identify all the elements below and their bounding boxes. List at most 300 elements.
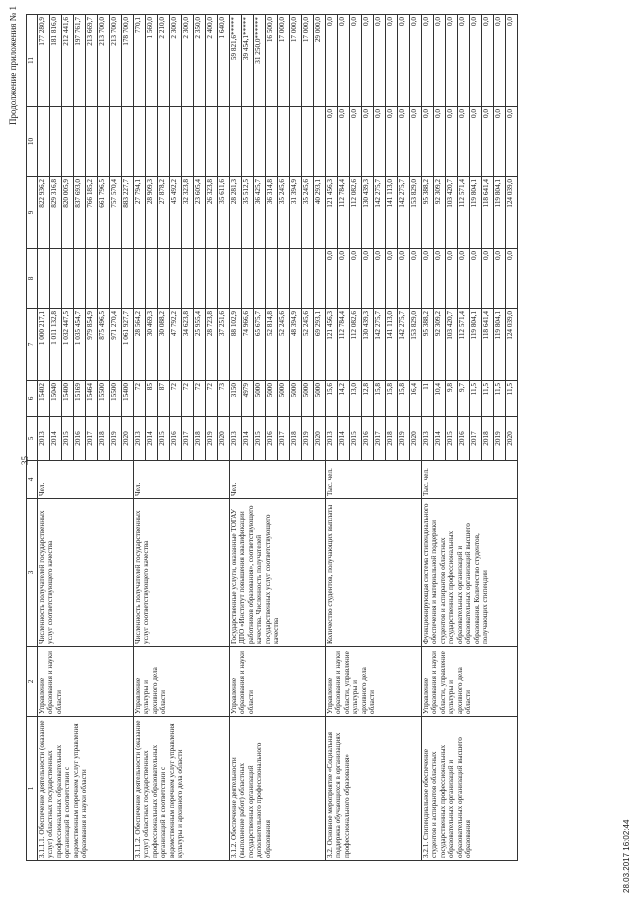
table-cell: 16 500,0 [266, 15, 278, 107]
table-cell: 15464 [86, 381, 98, 417]
table-cell: 27 878,2 [158, 177, 170, 249]
table-cell: 883 227,7 [122, 177, 134, 249]
table-cell: 40 293,1 [314, 177, 326, 249]
table-cell: 0,0 [386, 107, 398, 177]
column-number-9: 9 [27, 177, 38, 249]
table-cell: 2016 [170, 417, 182, 461]
table-cell: 1 640,0 [218, 15, 230, 107]
table-cell: 0,0 [470, 15, 482, 107]
table-cell: 181 816,0 [50, 15, 62, 107]
table-cell: 177 280,9 [38, 15, 50, 107]
table-cell: 2020 [218, 417, 230, 461]
table-cell: 121 456,3 [326, 309, 338, 381]
table-row [326, 15, 338, 861]
table-cell: 142 275,7 [398, 309, 410, 381]
table-cell: 112 784,4 [338, 309, 350, 381]
table-cell: 757 570,4 [110, 177, 122, 249]
table-cell: 0,0 [410, 249, 422, 309]
table-cell: 2014 [146, 417, 158, 461]
table-cell: 130 439,3 [362, 309, 374, 381]
table-cell: 0,0 [338, 249, 350, 309]
table-cell: 2018 [482, 417, 494, 461]
table-cell: 10,4 [434, 381, 446, 417]
column-number-4: 4 [27, 461, 38, 499]
table-cell: 2016 [362, 417, 374, 461]
table-cell: 119 804,1 [494, 177, 506, 249]
table-cell: 2017 [182, 417, 194, 461]
table-cell: 28 909,3 [146, 177, 158, 249]
table-cell [230, 107, 242, 177]
table-cell: 118 641,4 [482, 177, 494, 249]
table-cell: 0,0 [422, 15, 434, 107]
table-cell [134, 107, 146, 177]
table-cell: 2016 [74, 417, 86, 461]
table-cell: 2020 [122, 417, 134, 461]
table-cell: 23 605,4 [194, 177, 206, 249]
table-cell: 0,0 [446, 107, 458, 177]
table-row [134, 15, 146, 861]
table-cell: 142 275,7 [398, 177, 410, 249]
table-cell [218, 107, 230, 177]
table-cell [146, 107, 158, 177]
measure-c4: Тыс. чел. [326, 461, 422, 499]
table-cell: 979 854,9 [86, 309, 98, 381]
table-cell [254, 249, 266, 309]
table-cell: 15,8 [374, 381, 386, 417]
table-cell: 2015 [62, 417, 74, 461]
measure-c2: Управление культуры и архивного дела области [134, 647, 230, 717]
page-number: 35 [20, 456, 30, 465]
table-cell: 15,8 [398, 381, 410, 417]
table-cell [290, 107, 302, 177]
table-cell: 15040 [50, 381, 62, 417]
table-cell: 16,4 [410, 381, 422, 417]
table-cell: 142 275,7 [374, 177, 386, 249]
table-cell: 971 270,4 [110, 309, 122, 381]
table-cell: 0,0 [446, 249, 458, 309]
table-cell: 0,0 [338, 15, 350, 107]
measure-c3: Функционирующая система стипендиального обеспечения и материальной поддержки студентов и аспирантов областных государственных профессиональных образовательных организаций и образовательных организаций высшего образования. Количество студентов, получающих стипендии [422, 499, 518, 647]
table-cell: 0,0 [494, 107, 506, 177]
table-cell: 1 000 217,1 [38, 309, 50, 381]
table-cell: 0,0 [434, 107, 446, 177]
table-cell: 72 [182, 381, 194, 417]
measure-c2: Управление образования и науки области [230, 647, 326, 717]
table-cell [278, 107, 290, 177]
table-cell: 2019 [494, 417, 506, 461]
table-cell [50, 249, 62, 309]
table-cell: 2018 [98, 417, 110, 461]
measure-c4: Чел. [230, 461, 326, 499]
measure-c1: 3.2. Основное мероприятие «Социальная поддержка обучающихся в организациях профессионального образования» [326, 717, 422, 861]
table-cell [74, 249, 86, 309]
table-cell: 2020 [506, 417, 518, 461]
table-cell: 1 032 447,5 [62, 309, 74, 381]
table-cell: 124 039,0 [506, 309, 518, 381]
column-number-2: 2 [27, 647, 38, 717]
table-cell: 153 829,0 [410, 309, 422, 381]
table-cell: 35 512,5 [242, 177, 254, 249]
table-cell: 34 623,8 [182, 309, 194, 381]
print-timestamp: 28.03.2017 16:02:44 [622, 819, 631, 893]
table-cell: 2015 [254, 417, 266, 461]
table-cell: 119 804,1 [470, 177, 482, 249]
table-cell [314, 107, 326, 177]
table-cell [110, 107, 122, 177]
table-cell: 92 309,2 [434, 309, 446, 381]
table-cell: 0,0 [362, 15, 374, 107]
table-cell: 0,0 [410, 15, 422, 107]
table-cell: 5000 [278, 381, 290, 417]
table-cell: 74 966,6 [242, 309, 254, 381]
table-cell [218, 249, 230, 309]
table-cell: 48 394,9 [290, 309, 302, 381]
table-cell: 0,0 [374, 249, 386, 309]
table-cell [194, 107, 206, 177]
table-cell: 92 309,2 [434, 177, 446, 249]
table-cell [206, 107, 218, 177]
table-cell [278, 249, 290, 309]
table-cell: 2 300,0 [182, 15, 194, 107]
table-cell: 2020 [314, 417, 326, 461]
table-cell: 2015 [158, 417, 170, 461]
table-cell: 0,0 [398, 249, 410, 309]
table-cell: 69 293,1 [314, 309, 326, 381]
table-cell: 0,0 [362, 107, 374, 177]
measure-c3: Количество студентов, получающих выплаты [326, 499, 422, 647]
table-cell: 2 350,0 [194, 15, 206, 107]
table-cell: 2016 [266, 417, 278, 461]
table-cell: 0,0 [350, 15, 362, 107]
table-cell: 0,0 [470, 249, 482, 309]
table-cell: 0,0 [362, 249, 374, 309]
table-cell: 2015 [350, 417, 362, 461]
table-cell: 95 388,2 [422, 177, 434, 249]
table-cell: 1 011 132,8 [50, 309, 62, 381]
table-cell: 770,1 [134, 15, 146, 107]
table-cell [110, 249, 122, 309]
table-cell: 0,0 [506, 15, 518, 107]
column-number-7: 7 [27, 309, 38, 381]
column-number-6: 6 [27, 381, 38, 417]
table-cell: 0,0 [326, 15, 338, 107]
table-cell: 2018 [194, 417, 206, 461]
table-cell: 5000 [266, 381, 278, 417]
table-cell [146, 249, 158, 309]
table-cell: 11,5 [506, 381, 518, 417]
table-cell: 0,0 [374, 15, 386, 107]
table-cell: 37 251,6 [218, 309, 230, 381]
table-cell: 2 210,0 [158, 15, 170, 107]
table-cell: 2014 [50, 417, 62, 461]
table-cell: 2017 [470, 417, 482, 461]
table-cell: 72 [206, 381, 218, 417]
table-cell: 65 675,7 [254, 309, 266, 381]
table-cell: 0,0 [350, 107, 362, 177]
table-cell: 52 245,6 [278, 309, 290, 381]
table-cell: 837 693,0 [74, 177, 86, 249]
table-cell: 52 814,8 [266, 309, 278, 381]
table-cell [158, 249, 170, 309]
appendix-heading: Продолжение приложения № 1 [8, 5, 18, 125]
measure-c1: 3.1.2. Обеспечение деятельности (выполнение работ) областных государственных организаций дополнительного профессионального образования [230, 717, 326, 861]
table-cell: 124 039,0 [506, 177, 518, 249]
column-number-row [27, 15, 38, 861]
table-cell: 31 394,9 [290, 177, 302, 249]
table-cell [266, 249, 278, 309]
table-cell: 15400 [62, 381, 74, 417]
table-cell: 2018 [290, 417, 302, 461]
table-cell: 0,0 [482, 249, 494, 309]
table-cell: 2014 [434, 417, 446, 461]
table-cell: 121 456,3 [326, 177, 338, 249]
table-cell: 141 113,0 [386, 309, 398, 381]
table-cell: 17 000,0 [278, 15, 290, 107]
table-cell: 15169 [74, 381, 86, 417]
measure-c4: Чел. [134, 461, 230, 499]
table-cell: 28 564,2 [134, 309, 146, 381]
table-cell: 17 000,0 [290, 15, 302, 107]
table-cell: 0,0 [494, 249, 506, 309]
measure-c2: Управление образования и науки области, управление культуры и архивного дела области [422, 647, 518, 717]
table-cell [122, 107, 134, 177]
table-cell: 130 439,3 [362, 177, 374, 249]
table-cell: 15400 [122, 381, 134, 417]
table-row [230, 15, 242, 861]
table-cell: 0,0 [386, 15, 398, 107]
table-cell [302, 107, 314, 177]
measure-c4: Чел. [38, 461, 134, 499]
table-cell: 1 035 454,7 [74, 309, 86, 381]
measure-c2: Управление образования и науки области, управление культуры и архивного дела области [326, 647, 422, 717]
table-cell: 25 955,4 [194, 309, 206, 381]
table-cell: 875 496,5 [98, 309, 110, 381]
table-cell: 1 560,0 [146, 15, 158, 107]
table-cell: 212 441,6 [62, 15, 74, 107]
table-cell: 2017 [374, 417, 386, 461]
table-cell: 0,0 [458, 107, 470, 177]
table-cell [170, 249, 182, 309]
table-cell: 2017 [86, 417, 98, 461]
table-cell: 112 571,4 [458, 309, 470, 381]
table-cell: 2013 [230, 417, 242, 461]
table-cell [254, 107, 266, 177]
table-cell: 112 082,6 [350, 177, 362, 249]
measure-c2: Управление образования и науки области [38, 647, 134, 717]
table-cell: 0,0 [374, 107, 386, 177]
table-cell: 2014 [242, 417, 254, 461]
table-cell: 0,0 [398, 15, 410, 107]
table-row [38, 15, 50, 861]
table-cell [86, 249, 98, 309]
measure-c3: Численность получателей государственных услуг соответствующего качества [134, 499, 230, 647]
table-cell: 5000 [290, 381, 302, 417]
table-cell: 2013 [326, 417, 338, 461]
table-cell: 0,0 [446, 15, 458, 107]
table-cell: 11,5 [470, 381, 482, 417]
table-cell: 3150 [230, 381, 242, 417]
table-cell: 103 420,7 [446, 177, 458, 249]
table-cell: 5000 [254, 381, 266, 417]
table-cell: 32 323,8 [182, 177, 194, 249]
table-cell [50, 107, 62, 177]
table-cell: 26 323,8 [206, 177, 218, 249]
table-cell: 0,0 [482, 15, 494, 107]
column-number-10: 10 [27, 107, 38, 177]
table-cell: 35 245,6 [302, 177, 314, 249]
table-cell: 0,0 [470, 107, 482, 177]
table-cell [158, 107, 170, 177]
table-cell: 197 761,7 [74, 15, 86, 107]
table-cell: 142 275,7 [374, 309, 386, 381]
table-cell: 112 571,4 [458, 177, 470, 249]
table-cell: 2017 [278, 417, 290, 461]
table-cell: 11,5 [482, 381, 494, 417]
table-cell: 0,0 [434, 15, 446, 107]
table-cell: 36 425,7 [254, 177, 266, 249]
table-cell: 31 250,0****** [254, 15, 266, 107]
table-cell: 52 245,6 [302, 309, 314, 381]
table-cell [62, 107, 74, 177]
table-cell: 0,0 [434, 249, 446, 309]
table-cell: 17 000,0 [302, 15, 314, 107]
table-cell [302, 249, 314, 309]
table-cell: 2016 [458, 417, 470, 461]
table-cell: 73 [218, 381, 230, 417]
table-cell: 47 792,2 [170, 309, 182, 381]
table-cell: 9,7 [458, 381, 470, 417]
table-cell: 88 102,9 [230, 309, 242, 381]
table-cell: 0,0 [482, 107, 494, 177]
table-cell [98, 107, 110, 177]
table-cell: 2018 [386, 417, 398, 461]
column-number-1: 1 [27, 717, 38, 861]
table-cell: 0,0 [458, 15, 470, 107]
table-cell: 72 [170, 381, 182, 417]
table-cell [230, 249, 242, 309]
table-cell: 35 245,6 [278, 177, 290, 249]
table-cell: 1 061 927,7 [122, 309, 134, 381]
table-cell: 39 454,1***** [242, 15, 254, 107]
table-cell: 2013 [134, 417, 146, 461]
column-number-11: 11 [27, 15, 38, 107]
table-cell: 4979 [242, 381, 254, 417]
table-cell: 213 700,0 [110, 15, 122, 107]
table-cell: 2014 [338, 417, 350, 461]
table-cell: 29 000,0 [314, 15, 326, 107]
table-cell: 0,0 [506, 107, 518, 177]
table-cell: 0,0 [410, 107, 422, 177]
table-cell: 28 281,3 [230, 177, 242, 249]
table-cell: 5000 [302, 381, 314, 417]
table-cell [242, 249, 254, 309]
table-cell [122, 249, 134, 309]
table-cell: 0,0 [494, 15, 506, 107]
table-cell [182, 107, 194, 177]
table-cell [38, 249, 50, 309]
table-cell: 103 420,7 [446, 309, 458, 381]
table-cell: 11 [422, 381, 434, 417]
table-cell: 72 [194, 381, 206, 417]
table-cell: 0,0 [386, 249, 398, 309]
table-cell: 27 794,1 [134, 177, 146, 249]
table-cell: 30 469,3 [146, 309, 158, 381]
table-cell: 15,8 [386, 381, 398, 417]
table-cell: 2019 [302, 417, 314, 461]
table-cell [290, 249, 302, 309]
table-cell: 15500 [98, 381, 110, 417]
table-cell [242, 107, 254, 177]
table-cell: 12,8 [362, 381, 374, 417]
table-cell: 13,0 [350, 381, 362, 417]
table-cell: 112 784,4 [338, 177, 350, 249]
table-cell: 119 804,1 [494, 309, 506, 381]
table-cell: 141 113,0 [386, 177, 398, 249]
measure-c3: Государственные услуги, оказанные ТОГАУ ДПО «Институт повышения квалификации работников образования», соответствующего качества. Численность получателей государственных услуг соответствующего качества [230, 499, 326, 647]
table-cell: 766 185,2 [86, 177, 98, 249]
table-cell: 0,0 [506, 249, 518, 309]
table-cell [206, 249, 218, 309]
table-cell [134, 249, 146, 309]
table-cell: 0,0 [422, 107, 434, 177]
table-cell: 9,8 [446, 381, 458, 417]
table-cell: 822 936,2 [38, 177, 50, 249]
table-cell: 213 700,0 [98, 15, 110, 107]
table-cell [182, 249, 194, 309]
table-cell [98, 249, 110, 309]
measure-c1: 3.1.1.1. Обеспечение деятельности (оказание услуг) областных государственных профессиональных образовательных организаций в соответствии с ведомственным перечнем услуг управления образования и науки области [38, 717, 134, 861]
table-cell [62, 249, 74, 309]
table-cell: 59 821,6***** [230, 15, 242, 107]
table-cell: 45 492,2 [170, 177, 182, 249]
table-cell: 36 314,8 [266, 177, 278, 249]
table-cell: 213 669,7 [86, 15, 98, 107]
table-row [422, 15, 434, 861]
table-cell: 0,0 [338, 107, 350, 177]
table-cell: 15,6 [326, 381, 338, 417]
column-number-8: 8 [27, 249, 38, 309]
table-cell: 2 400,0 [206, 15, 218, 107]
table-cell [74, 107, 86, 177]
measure-c3: Численность получателей государственных услуг соответствующего качества [38, 499, 134, 647]
table-cell [314, 249, 326, 309]
table-cell: 178 700,0 [122, 15, 134, 107]
table-cell: 28 723,8 [206, 309, 218, 381]
table-cell: 14,2 [338, 381, 350, 417]
measure-c1: 3.1.1.2. Обеспечение деятельности (оказание услуг) областных государственных профессиональных образовательных организаций в соответствии с ведомственным перечнем услуг управления культуры и архивного дела области [134, 717, 230, 861]
table-cell: 2013 [422, 417, 434, 461]
table-cell: 820 005,9 [62, 177, 74, 249]
table-cell: 30 088,2 [158, 309, 170, 381]
table-cell: 15402 [38, 381, 50, 417]
table-cell: 35 611,6 [218, 177, 230, 249]
table-cell: 661 796,5 [98, 177, 110, 249]
column-number-3: 3 [27, 499, 38, 647]
table-cell: 0,0 [458, 249, 470, 309]
table-cell [170, 107, 182, 177]
table-cell: 15500 [110, 381, 122, 417]
table-cell: 118 641,4 [482, 309, 494, 381]
table-cell: 0,0 [398, 107, 410, 177]
table-cell: 829 316,8 [50, 177, 62, 249]
table-cell: 0,0 [350, 249, 362, 309]
table-cell: 0,0 [326, 249, 338, 309]
program-measures-table [26, 14, 518, 861]
table-cell: 0,0 [326, 107, 338, 177]
table-cell [266, 107, 278, 177]
table-cell [38, 107, 50, 177]
table-cell: 2015 [446, 417, 458, 461]
